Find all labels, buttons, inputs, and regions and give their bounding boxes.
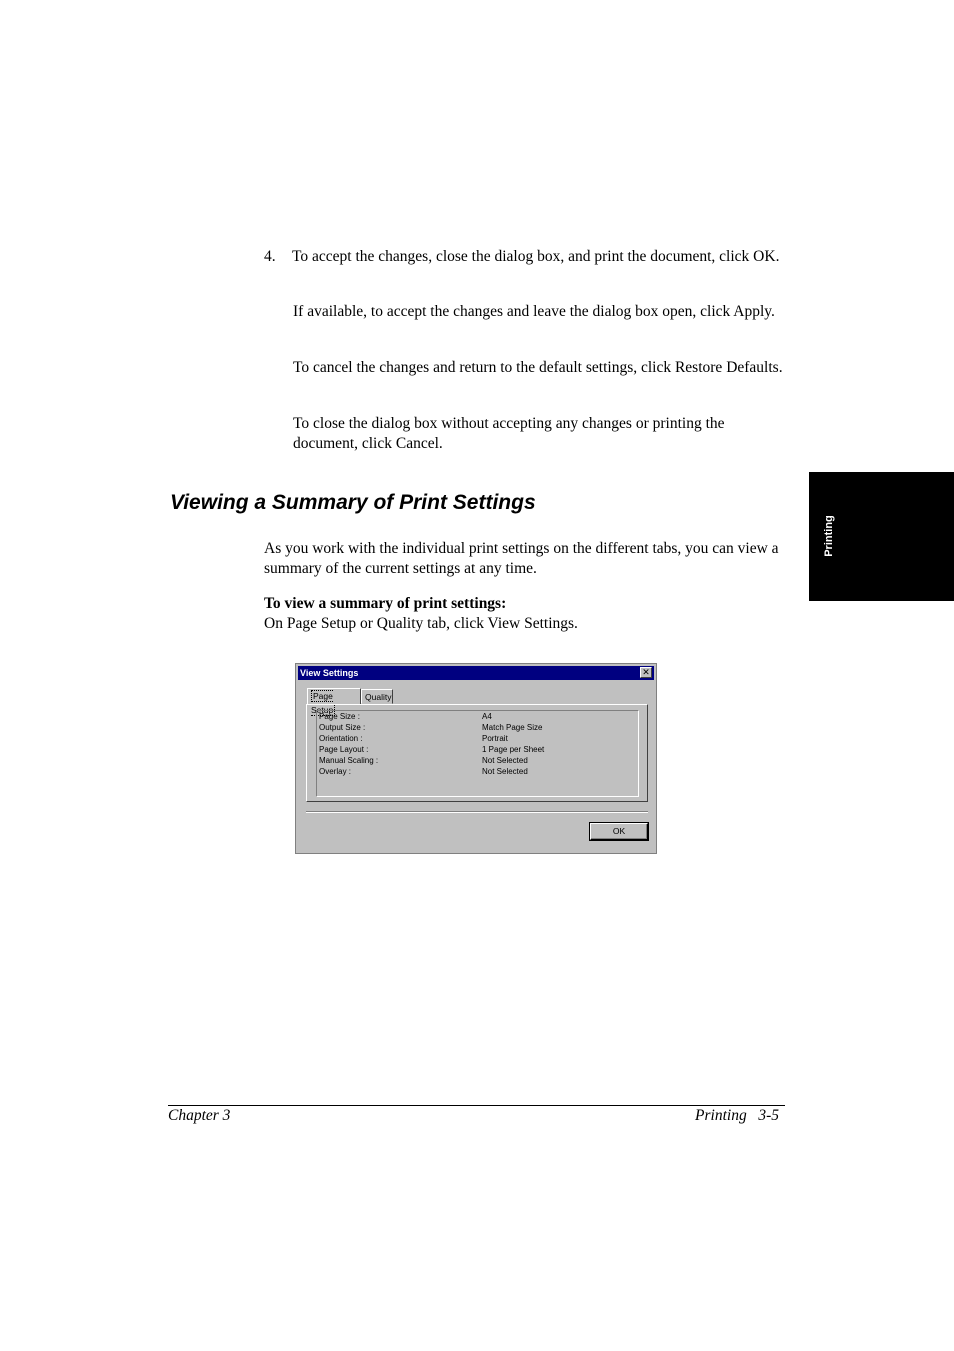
dialog-title: View Settings	[300, 668, 359, 678]
side-tab-label: Printing	[823, 515, 835, 557]
setting-value: A4	[482, 712, 492, 721]
close-icon[interactable]: ✕	[640, 667, 652, 678]
setting-key: Page Layout :	[319, 745, 369, 754]
restore-defaults-text: To cancel the changes and return to the default settings, click Restore Defaults.	[293, 359, 783, 376]
setting-key: Overlay :	[319, 767, 352, 776]
setting-value: Portrait	[482, 734, 508, 743]
tab-panel	[306, 704, 648, 802]
section-intro: As you work with the individual print settings on the different tabs, you can view a summary of the current settings at any time.	[264, 540, 779, 577]
footer-page: Printing 3-5	[695, 1107, 779, 1124]
list-item	[319, 767, 637, 778]
list-item	[319, 734, 637, 745]
settings-list[interactable]	[316, 710, 639, 797]
cancel-text: To close the dialog box without accepting any changes or printing the document, click Cancel.	[293, 415, 725, 452]
section-heading: Viewing a Summary of Print Settings	[170, 491, 536, 514]
setting-key: Manual Scaling :	[319, 756, 379, 765]
setting-key: Orientation :	[319, 734, 363, 743]
apply-text: If available, to accept the changes and leave the dialog box open, click Apply.	[293, 303, 775, 320]
tab-page-setup[interactable]	[307, 688, 361, 715]
dialog-titlebar[interactable]	[298, 666, 654, 680]
setting-value: Not Selected	[482, 756, 528, 765]
step-number: 4.	[264, 248, 276, 265]
footer-chapter: Chapter 3	[168, 1107, 231, 1124]
setting-value: Not Selected	[482, 767, 528, 776]
list-item	[319, 756, 637, 767]
ok-button[interactable]: OK	[590, 823, 648, 840]
chapter-side-tab	[809, 472, 954, 601]
tab-quality[interactable]: Quality	[361, 689, 393, 704]
procedure-step: On Page Setup or Quality tab, click View Settings.	[264, 615, 578, 632]
procedure-title: To view a summary of print settings:	[264, 595, 507, 612]
setting-value: 1 Page per Sheet	[482, 745, 545, 754]
setting-key: Page Size :	[319, 712, 360, 721]
list-item	[319, 723, 637, 734]
tab-page-setup-label: Page Setup	[311, 691, 334, 715]
dialog-separator	[306, 811, 648, 813]
setting-key: Output Size :	[319, 723, 366, 732]
view-settings-dialog	[295, 663, 657, 854]
list-item	[319, 745, 637, 756]
setting-value: Match Page Size	[482, 723, 543, 732]
step-main-text: To accept the changes, close the dialog box, and print the document, click OK.	[292, 248, 780, 265]
footer-rule	[168, 1105, 785, 1106]
list-item	[319, 712, 637, 723]
